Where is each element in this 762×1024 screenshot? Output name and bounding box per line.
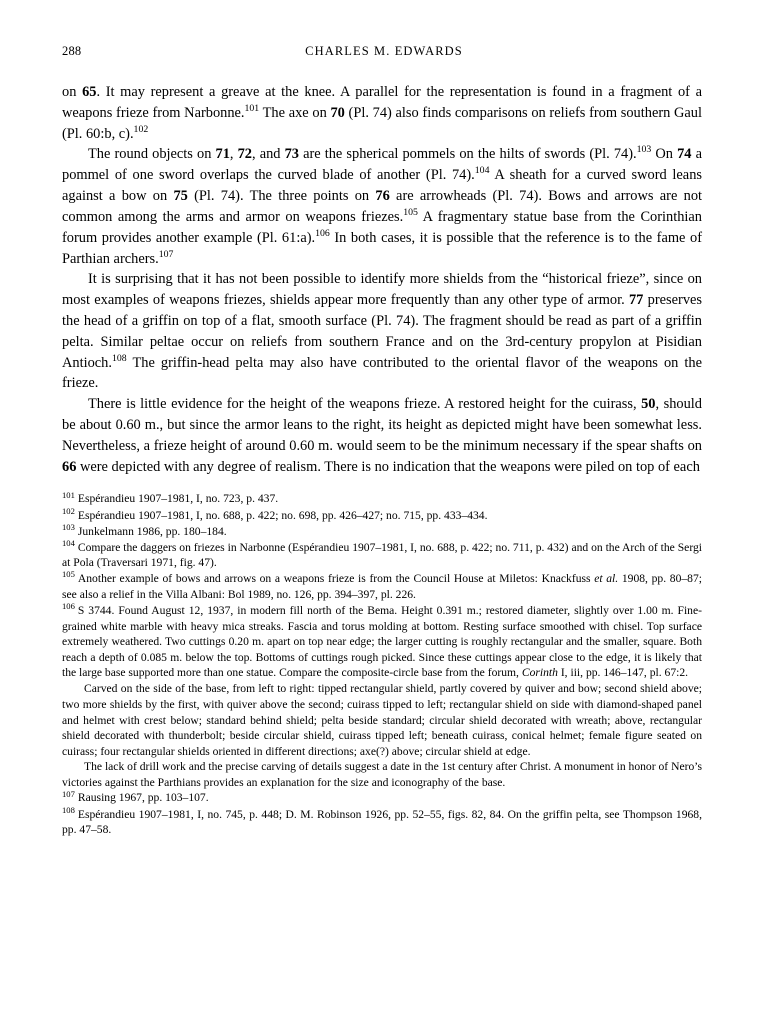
text-run: Espérandieu 1907–1981, I, no. 745, p. 448; D. M. Robinson 1926, pp. 52–55, figs. 82, 84. On the griffin pelta, see Thompson 1968, pp. 47–58. bbox=[62, 807, 702, 837]
catalogue-number: 50 bbox=[641, 396, 656, 413]
catalogue-number: 65 bbox=[82, 84, 97, 100]
catalogue-number: 70 bbox=[330, 104, 345, 121]
italic-text: Corinth bbox=[521, 666, 558, 680]
footnote-number: 108 bbox=[62, 804, 75, 815]
text-run: Junkelmann 1986, pp. 180–184. bbox=[77, 524, 227, 538]
footnote-number: 105 bbox=[62, 569, 75, 580]
footnote-number: 104 bbox=[62, 537, 75, 548]
text-run: The round objects on bbox=[88, 146, 216, 163]
text-run: S 3744. Found August 12, 1937, in modern fill north of the Bema. Height 0.391 m.; restored diameter, slightly over 1.00 m. Fine-grained white marble with heavy mica streaks. Fascia and torus molding at bottom. Resting surface smoothed with chisel. Top surface extremely weathered. Two cuttings 0.20 m. apart on top near edge; the larger cutting is roughly rectangular and the smaller, square. Both reach a depth of 0.085 m. below the top. Bottoms of cuttings rough picked. Since these cuttings appear close to the edge, it is likely that the large base supported more than one statue. Compare the composite-circle base from the forum, bbox=[62, 603, 702, 680]
footnote bbox=[62, 790, 702, 806]
body-text bbox=[62, 82, 702, 477]
text-run: The lack of drill work and the precise carving of details suggest a date in the 1st century after Christ. A monument in honor of Nero’s victories against the Parthians provides an explanation for the size and iconography of the base. bbox=[62, 760, 702, 789]
footnote bbox=[62, 571, 702, 602]
footnote-number: 106 bbox=[62, 601, 75, 612]
catalogue-number: 66 bbox=[62, 458, 77, 475]
text-run: (Pl. 74) also finds comparisons on reliefs from southern Gaul (Pl. 60:b, c). bbox=[62, 104, 702, 142]
text-run: Rausing 1967, pp. 103–107. bbox=[77, 791, 209, 805]
text-run: There is little evidence for the height of the weapons frieze. A restored height for the cuirass, bbox=[88, 396, 642, 413]
footnote-reference[interactable]: 101 bbox=[244, 103, 260, 115]
text-run: , should be about 0.60 m., but since the armor leans to the right, its height as depicted might have been somewhat less. Nevertheless, a frieze height of around 0.60 m. would seem to be the minimum necessary if the spear shafts on bbox=[62, 396, 702, 454]
catalogue-number: 77 bbox=[628, 292, 644, 309]
footnote bbox=[62, 603, 702, 681]
catalogue-number: 71 bbox=[215, 146, 230, 163]
text-run: Compare the daggers on friezes in Narbonne (Espérandieu 1907–1981, I, no. 688, p. 422; no. 711, p. 432) and on the Arch of the Sergi at Pola (Traversari 1971, fig. 47). bbox=[62, 540, 702, 570]
text-run: . It may represent a greave at the knee. A parallel for the representation is found in a fragment of a weapons frieze from Narbonne. bbox=[62, 84, 702, 121]
text-run: are the spherical pommels on the hilts of swords (Pl. 74). bbox=[298, 146, 637, 163]
text-run: , bbox=[229, 146, 238, 163]
text-run: Another example of bows and arrows on a weapons frieze is from the Council House at Miletos: Knackfuss bbox=[77, 572, 595, 586]
text-run: Espérandieu 1907–1981, I, no. 688, p. 422; no. 698, pp. 426–427; no. 715, pp. 433–434. bbox=[77, 508, 488, 522]
body-paragraph bbox=[62, 144, 702, 269]
footnote-reference[interactable]: 104 bbox=[474, 165, 490, 177]
text-run: are arrowheads (Pl. 74). Bows and arrows are not common among the arms and armor on weapons friezes. bbox=[62, 188, 703, 225]
footnote-reference[interactable]: 103 bbox=[636, 144, 652, 156]
footnote-reference[interactable]: 102 bbox=[133, 123, 149, 135]
page-header bbox=[62, 44, 702, 68]
text-run: In both cases, it is possible that the reference is to the fame of Parthian archers. bbox=[62, 229, 702, 267]
footnote-reference[interactable]: 108 bbox=[111, 352, 127, 364]
footnote bbox=[62, 505, 702, 524]
text-run: A fragmentary statue base from the Corinthian forum provides another example (Pl. 61:a). bbox=[62, 208, 702, 246]
text-run: I, iii, pp. 146–147, pl. 67:2. bbox=[557, 666, 689, 680]
footnote-number: 101 bbox=[62, 489, 75, 500]
catalogue-number: 76 bbox=[375, 188, 390, 205]
footnote-reference[interactable]: 105 bbox=[403, 207, 418, 219]
text-run: on bbox=[62, 84, 83, 100]
footnote-number: 103 bbox=[62, 521, 75, 532]
footnote-paragraph bbox=[62, 681, 702, 759]
text-run: The griffin-head pelta may also have contributed to the oriental flavor of the weapons on the frieze. bbox=[62, 354, 702, 392]
footnote-number: 102 bbox=[62, 505, 75, 516]
text-run: (Pl. 74). The three points on bbox=[187, 188, 376, 205]
running-head: CHARLES M. EDWARDS bbox=[305, 44, 463, 58]
text-run: Carved on the side of the base, from left to right: tipped rectangular shield, partly covered by quiver and bow; second shield above; two more shields by the first, with quiver above the second; cuirass tipped to left; rectangular shield on side with diamond-shaped panel and helmet with crest below; standard behind shield; pelta beside standard; circular shield decorated with wreath; above, rectangular shield decorated with thunderbolt; beside circular shield, cuirass tipped left; beneath cuirass, conical helmet; female figure seated on cuirass; four rectangular shields oriented in different directions; axe(?) above; circular shield at edge. bbox=[62, 682, 702, 758]
text-run: preserves the head of a griffin on top of a flat, smooth surface (Pl. 74). The fragment should be read as part of a griffin pelta. Similar peltae occur on reliefs from southern France and on the 3rd-century propylon at Pisidian Antioch. bbox=[62, 292, 702, 371]
footnote-number: 107 bbox=[62, 788, 75, 799]
body-paragraph bbox=[62, 82, 702, 144]
text-run: A sheath for a curved sword leans against a bow on bbox=[62, 167, 702, 205]
body-paragraph bbox=[62, 269, 702, 394]
text-run: a pommel of one sword overlaps the curved blade of another (Pl. 74). bbox=[62, 146, 702, 184]
text-run: were depicted with any degree of realism. There is no indication that the weapons were piled on top of each bbox=[76, 458, 700, 475]
catalogue-number: 74 bbox=[677, 146, 692, 163]
text-run: 1908, pp. 80–87; see also a relief in the Villa Albani: Bol 1989, no. 126, pp. 394–397, pl. 226. bbox=[62, 572, 702, 601]
text-run: Espérandieu 1907–1981, I, no. 723, p. 437. bbox=[77, 492, 279, 506]
footnote-reference[interactable]: 106 bbox=[315, 227, 330, 239]
text-run: On bbox=[651, 146, 678, 163]
text-run: It is surprising that it has not been possible to identify more shields from the “historical frieze”, since on most examples of weapons friezes, shields appear more frequently than any other type of armor. bbox=[62, 271, 702, 309]
catalogue-number: 72 bbox=[237, 146, 252, 163]
footnotes-section bbox=[62, 491, 702, 837]
text-run: , and bbox=[252, 146, 285, 163]
body-paragraph bbox=[62, 394, 702, 477]
page-number: 288 bbox=[62, 44, 82, 58]
italic-text: et al. bbox=[594, 572, 619, 586]
catalogue-number: 73 bbox=[284, 146, 299, 163]
footnote bbox=[62, 537, 702, 571]
footnote bbox=[62, 804, 702, 838]
footnote-paragraph bbox=[62, 759, 702, 790]
catalogue-number: 75 bbox=[173, 188, 188, 205]
footnote bbox=[62, 521, 702, 540]
text-run: The axe on bbox=[259, 104, 331, 121]
footnote-reference[interactable]: 107 bbox=[158, 248, 174, 260]
footnote bbox=[62, 491, 702, 507]
